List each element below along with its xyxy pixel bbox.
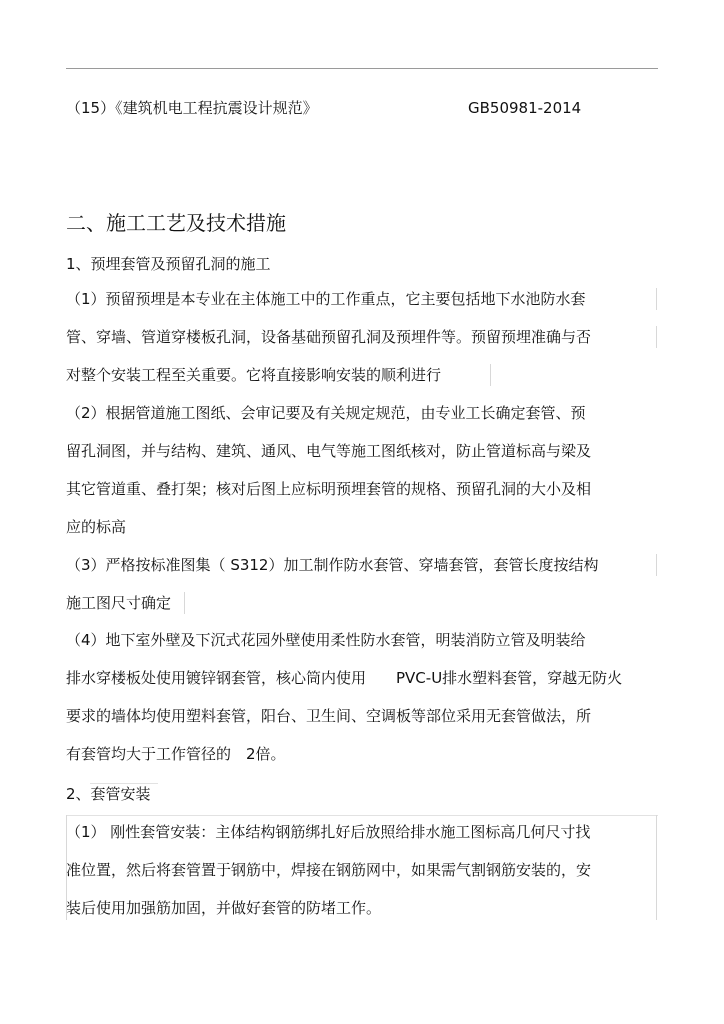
header-rule — [66, 68, 658, 69]
reference-item: （15）《建筑机电工程抗震设计规范》 — [66, 99, 318, 117]
paragraph-line: （1）预留预埋是本专业在主体施工中的工作重点，它主要包括地下水池防水套 — [66, 290, 586, 308]
paragraph-line: 施工图尺寸确定 — [66, 594, 172, 612]
paragraph-line: 其它管道重、叠打架；核对后图上应标明预埋套管的规格、预留孔洞的大小及相 — [66, 480, 592, 498]
paragraph-line: （2）根据管道施工图纸、会审记要及有关规定规范，由专业工长确定套管、预 — [66, 404, 586, 422]
paragraph-line: 准位置，然后将套管置于钢筋中，焊接在钢筋网中，如果需气割钢筋安装的，安 — [66, 861, 592, 879]
paragraph-line: （1） 刚性套管安装：主体结构钢筋绑扎好后放照给排水施工图标高几何尺寸找 — [66, 823, 591, 841]
scan-mark — [184, 592, 185, 614]
scan-mark — [66, 815, 658, 816]
subheading-1: 1、预埋套管及预留孔洞的施工 — [66, 255, 271, 273]
scan-mark — [66, 815, 67, 920]
scan-mark — [656, 288, 657, 310]
paragraph-line: 装后使用加强筋加固，并做好套管的防堵工作。 — [66, 899, 382, 917]
scan-mark — [656, 815, 657, 920]
paragraph-line: 应的标高 — [66, 518, 127, 536]
reference-code: GB50981-2014 — [468, 99, 582, 117]
paragraph-line: 要求的墙体均使用塑料套管，阳台、卫生间、空调板等部位采用无套管做法，所 — [66, 707, 592, 725]
section-heading: 二、施工工艺及技术措施 — [66, 211, 286, 235]
scan-mark — [656, 554, 657, 576]
paragraph-line: 留孔洞图，并与结构、建筑、通风、电气等施工图纸核对，防止管道标高与梁及 — [66, 442, 592, 460]
scan-mark — [90, 783, 158, 784]
paragraph-line: （3）严格按标准图集（ S312）加工制作防水套管、穿墙套管，套管长度按结构 — [66, 556, 599, 574]
paragraph-line: （4）地下室外壁及下沉式花园外壁使用柔性防水套管，明装消防立管及明装给 — [66, 631, 586, 649]
paragraph-line: 管、穿墙、管道穿楼板孔洞，设备基础预留孔洞及预埋件等。预留预埋准确与否 — [66, 328, 592, 346]
paragraph-line: 有套管均大于工作管径的 2倍。 — [66, 745, 286, 763]
paragraph-line: 对整个安装工程至关重要。它将直接影响安装的顺利进行 — [66, 366, 442, 384]
subheading-2: 2、套管安装 — [66, 785, 151, 803]
paragraph-line: 排水穿楼板处使用镀锌钢套管，核心筒内使用 PVC-U排水塑料套管，穿越无防火 — [66, 669, 623, 687]
scan-mark — [490, 364, 491, 386]
scan-mark — [656, 326, 657, 348]
